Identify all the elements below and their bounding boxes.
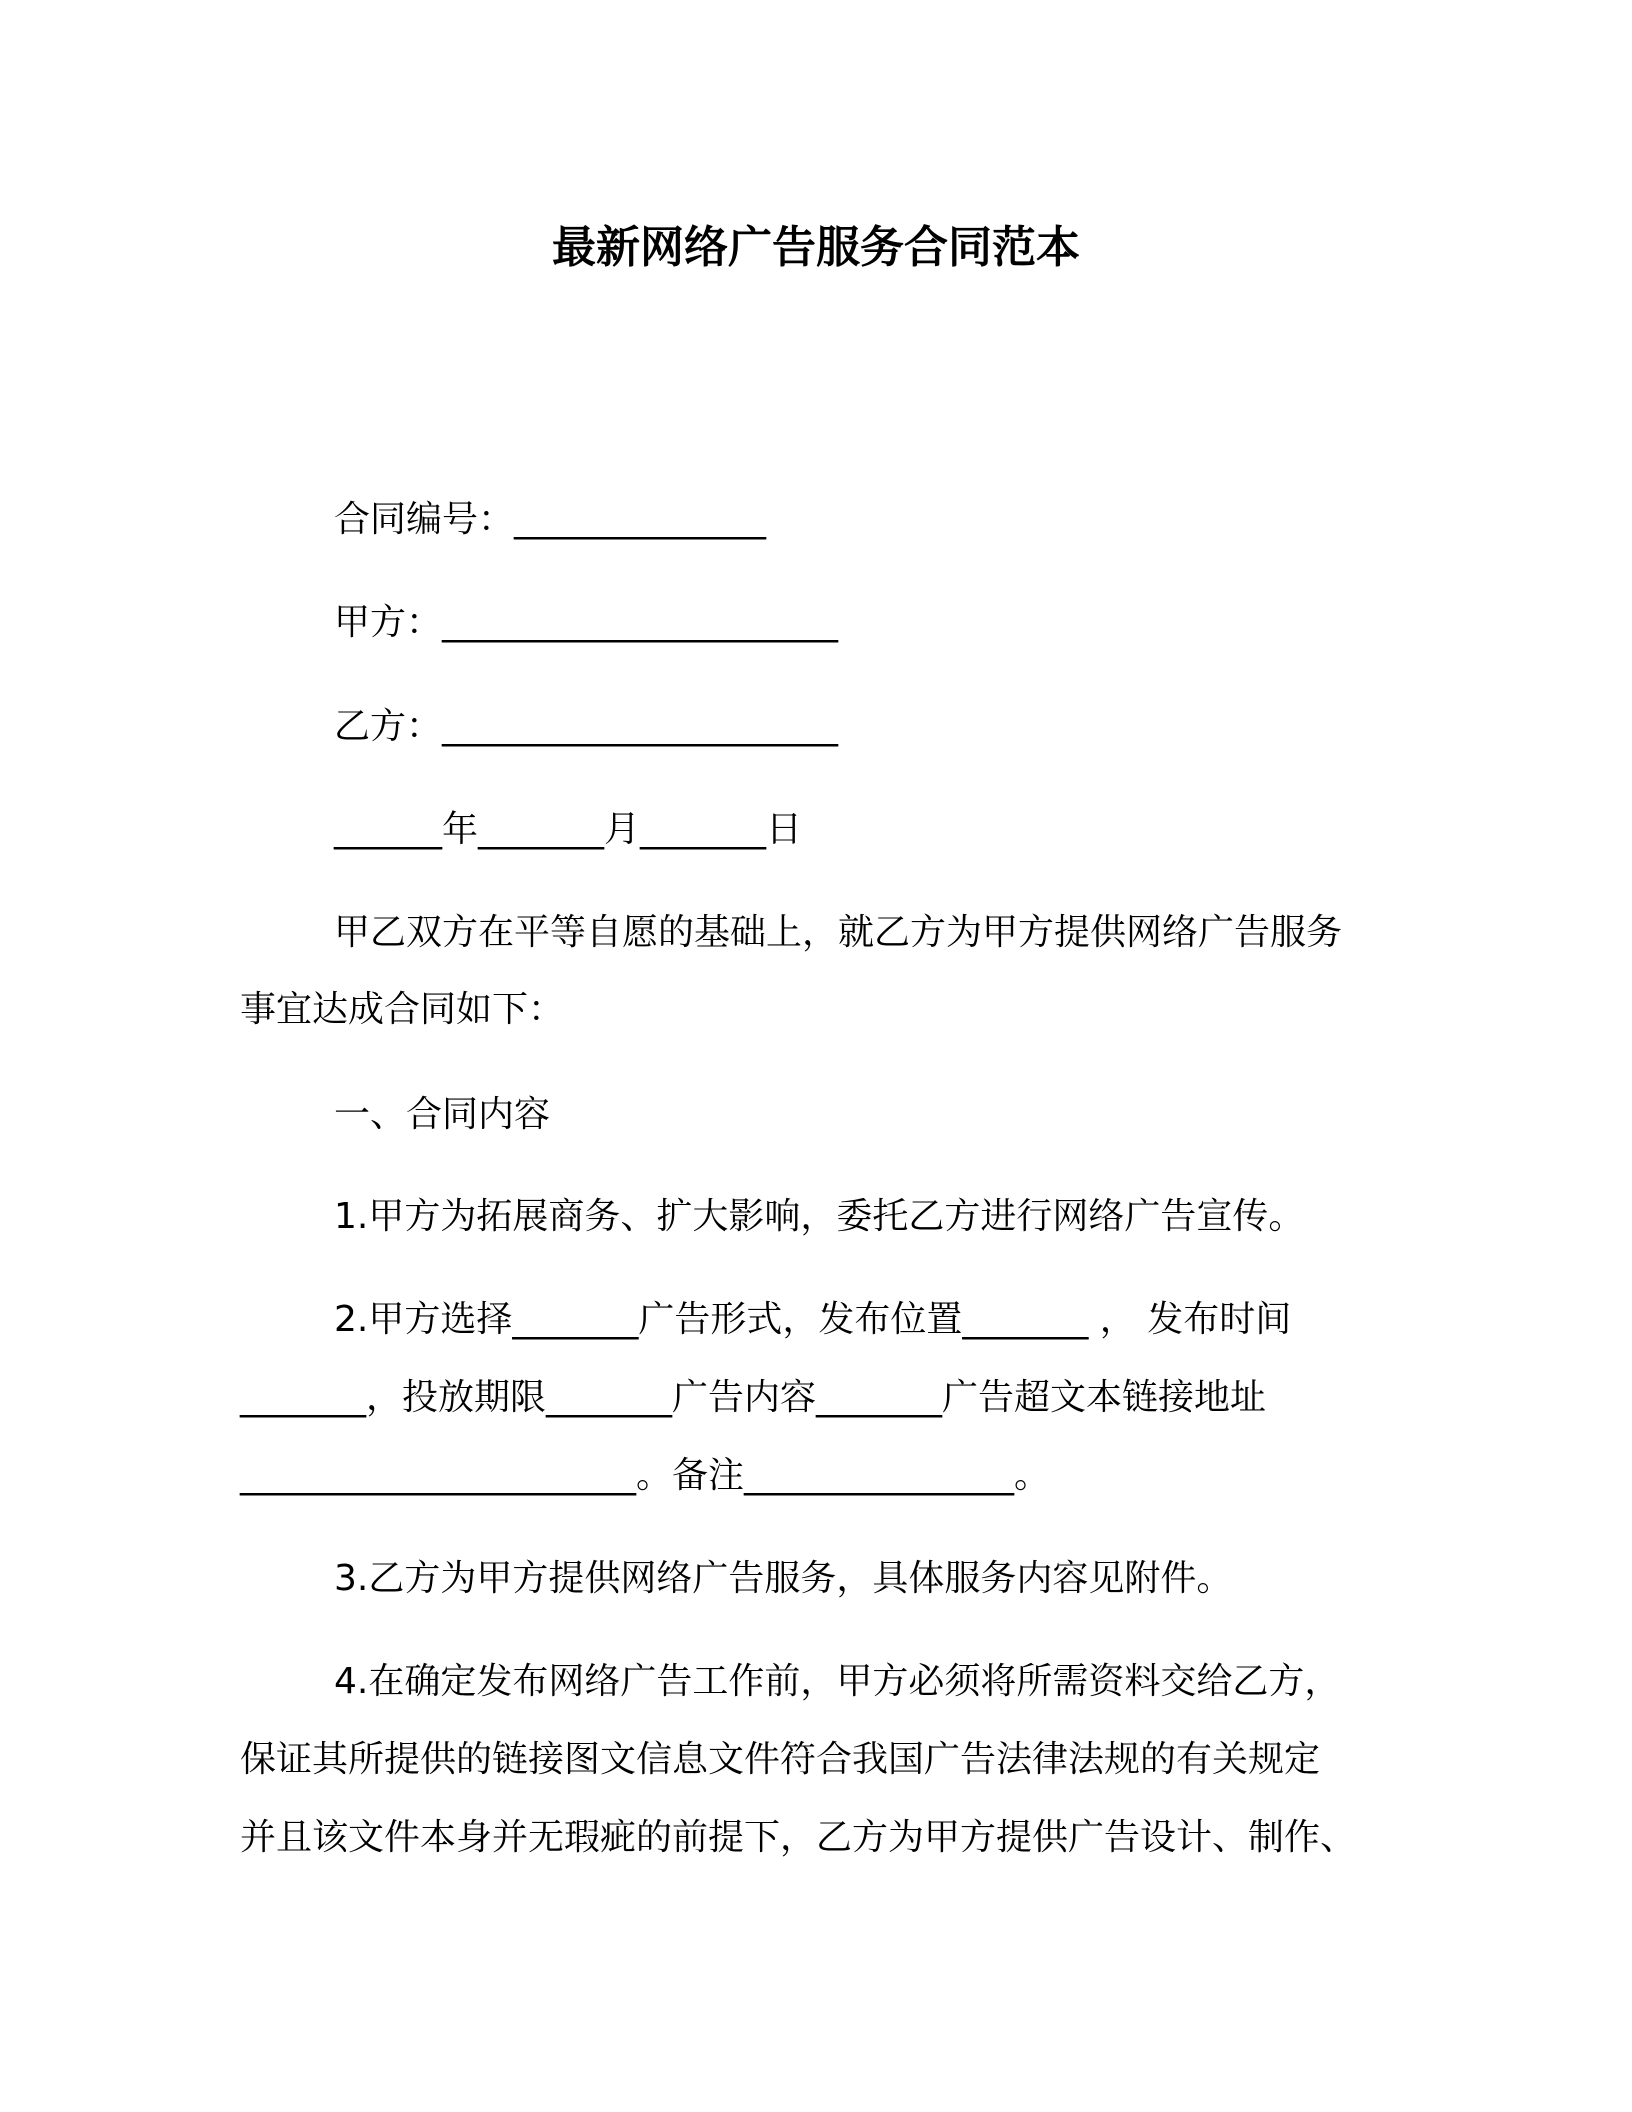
- party-a-line: 甲方：______________________: [334, 602, 839, 643]
- intro-paragraph-line-2: 事宜达成合同如下：: [240, 989, 565, 1030]
- clause-2-line-2: _______，投放期限_______广告内容_______广告超文本链接地址: [240, 1377, 1267, 1418]
- party-b-line: 乙方：______________________: [334, 706, 839, 747]
- clause-1: 1.甲方为拓展商务、扩大影响，委托乙方进行网络广告宣传。: [334, 1196, 1305, 1237]
- clause-4-line-1: 4.在确定发布网络广告工作前，甲方必须将所需资料交给乙方，: [334, 1661, 1341, 1702]
- clause-2-line-1: 2.甲方选择_______广告形式，发布位置_______ ， 发布时间: [334, 1299, 1292, 1340]
- document-title: 最新网络广告服务合同范本: [552, 222, 1080, 273]
- clause-3: 3.乙方为甲方提供网络广告服务，具体服务内容见附件。: [334, 1558, 1233, 1599]
- intro-paragraph-line-1: 甲乙双方在平等自愿的基础上，就乙方为甲方提供网络广告服务: [334, 912, 1343, 953]
- date-line: ______年_______月_______日: [334, 809, 802, 850]
- clause-4-line-2: 保证其所提供的链接图文信息文件符合我国广告法律法规的有关规定: [240, 1739, 1321, 1780]
- contract-number-line: 合同编号：______________: [334, 499, 767, 540]
- section-heading-contract-content: 一、合同内容: [334, 1094, 551, 1135]
- clause-2-line-3: ______________________。备注_______________。: [240, 1455, 1051, 1496]
- clause-4-line-3: 并且该文件本身并无瑕疵的前提下，乙方为甲方提供广告设计、制作、: [240, 1817, 1357, 1858]
